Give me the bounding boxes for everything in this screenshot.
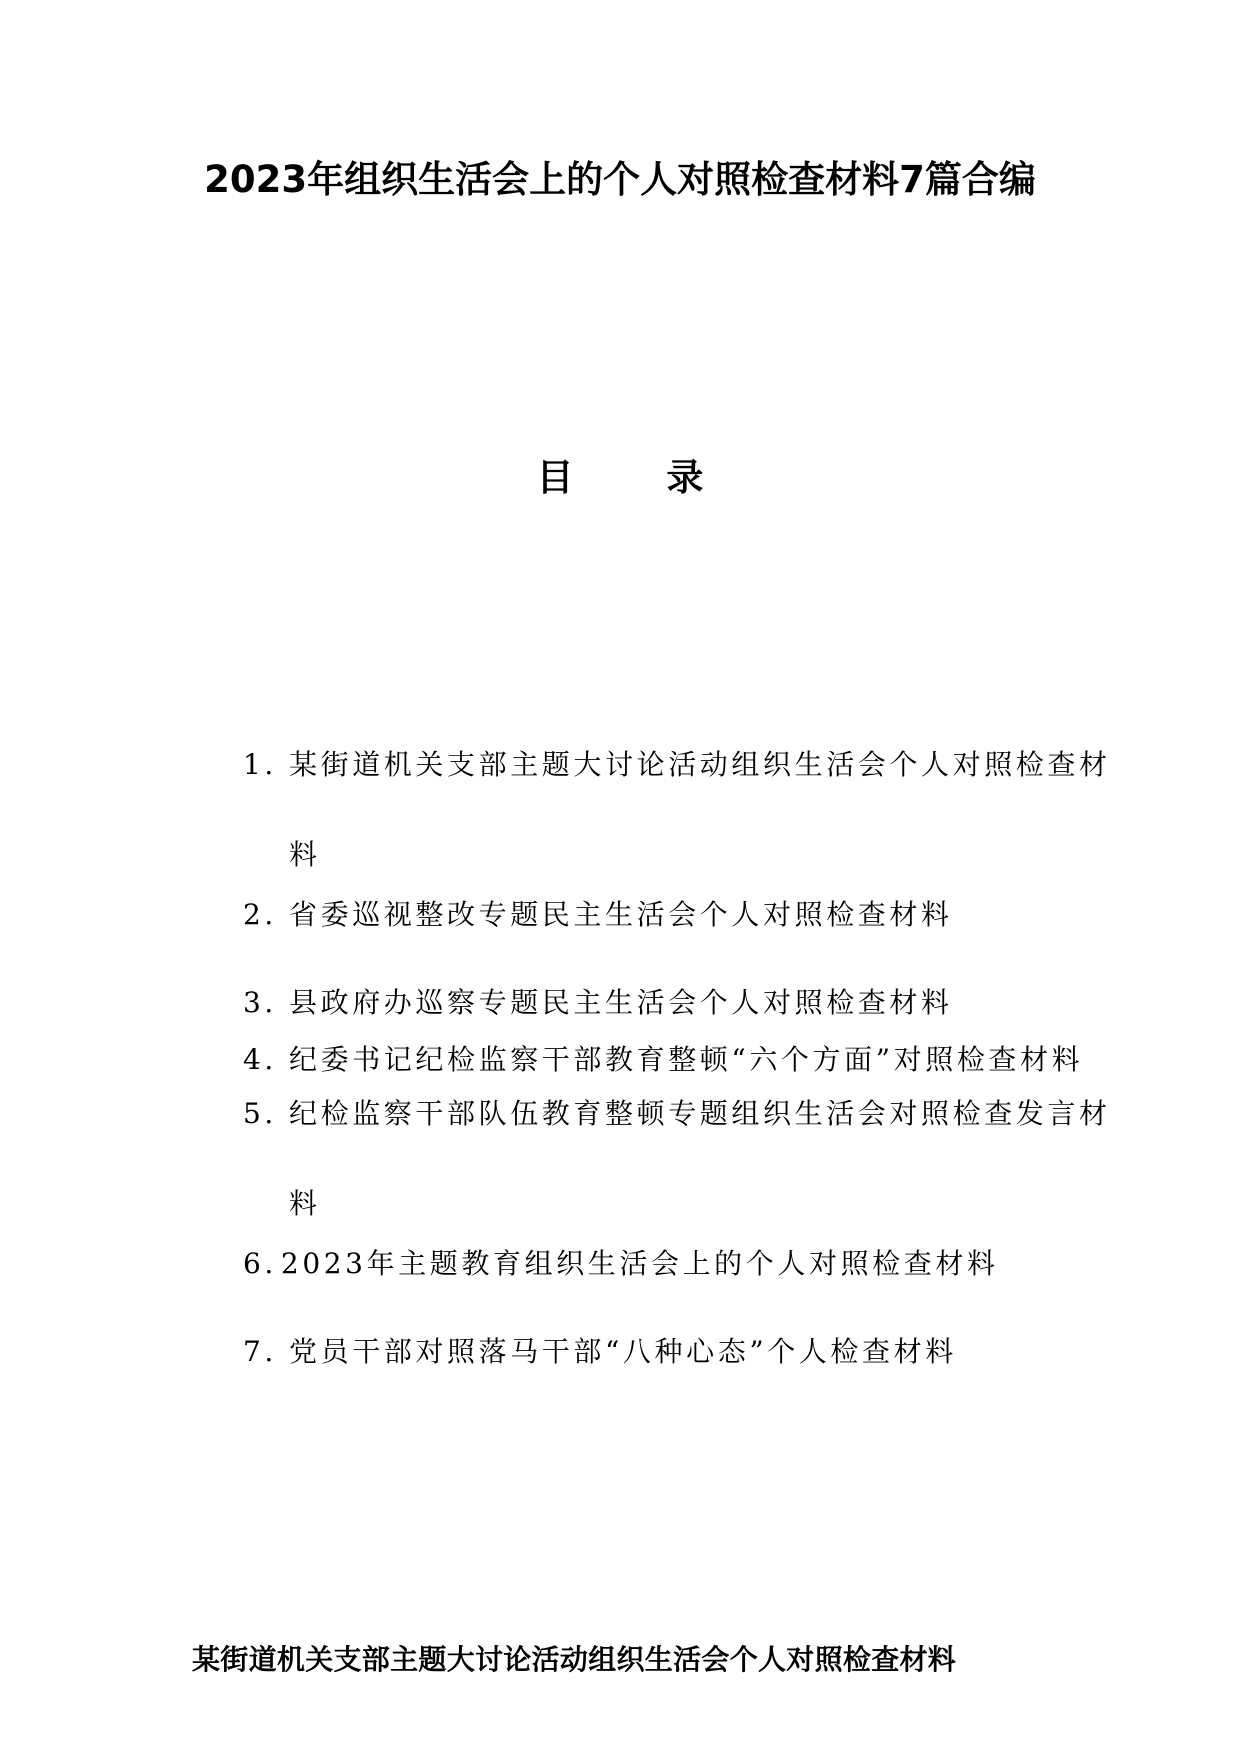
- toc-item-text: 省委巡视整改专题民主生活会个人对照检查材料: [289, 898, 953, 931]
- toc-item-number: 7.: [243, 1335, 277, 1368]
- toc-heading: 目 录: [536, 456, 744, 499]
- toc-item-1-continuation: 料: [289, 838, 318, 871]
- toc-item-text: 县政府办巡察专题民主生活会个人对照检查材料: [289, 986, 953, 1019]
- toc-item-7: [243, 1332, 1043, 1372]
- toc-item-text: 某街道机关支部主题大讨论活动组织生活会个人对照检查材: [289, 748, 1111, 781]
- toc-item-text: 2023年主题教育组织生活会上的个人对照检查材料: [280, 1247, 999, 1280]
- toc-item-number: 2.: [243, 898, 277, 931]
- toc-item-number: 6.: [243, 1247, 277, 1280]
- toc-item-number: 1.: [243, 748, 277, 781]
- toc-item-number: 4.: [243, 1043, 277, 1076]
- toc-item-text: 党员干部对照落马干部“八种心态”个人检查材料: [289, 1335, 957, 1368]
- toc-item-1: [243, 745, 1111, 785]
- toc-item-6: [243, 1244, 1043, 1284]
- toc-item-text: 纪委书记纪检监察干部教育整顿“六个方面”对照检查材料: [289, 1043, 1084, 1076]
- section-heading: 某街道机关支部主题大讨论活动组织生活会个人对照检查材料: [192, 1643, 957, 1676]
- toc-item-number: 5.: [243, 1097, 277, 1130]
- toc-item-2: [243, 895, 1043, 935]
- toc-item-3: [243, 983, 1043, 1023]
- document-title: 2023年组织生活会上的个人对照检查材料7篇合编: [204, 158, 1036, 201]
- toc-item-text: 纪检监察干部队伍教育整顿专题组织生活会对照检查发言材: [289, 1097, 1111, 1130]
- toc-item-5: [243, 1094, 1111, 1134]
- toc-item-5-continuation: 料: [289, 1187, 318, 1220]
- toc-item-number: 3.: [243, 986, 277, 1019]
- toc-item-4: [243, 1040, 1084, 1080]
